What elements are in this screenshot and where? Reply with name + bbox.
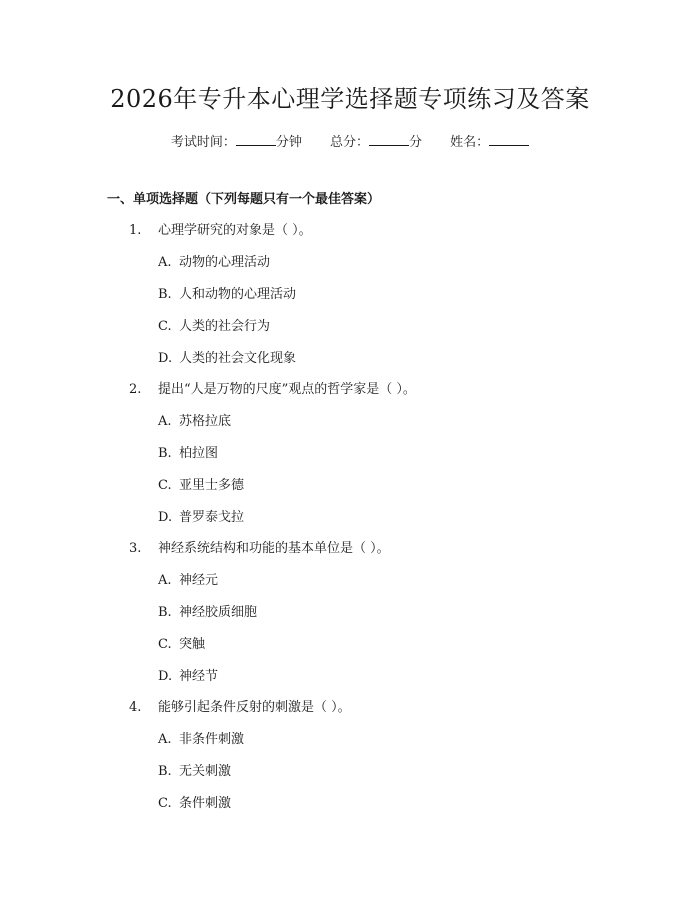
section-heading: 一、单项选择题（下列每题只有一个最佳答案） bbox=[107, 192, 381, 207]
question-4 bbox=[129, 698, 351, 718]
total-score-blank bbox=[369, 131, 409, 146]
name-label: 姓名： bbox=[450, 135, 490, 150]
option-letter: D. bbox=[158, 351, 173, 366]
question-number: 1. bbox=[129, 223, 142, 238]
question-2-option-c bbox=[158, 476, 244, 496]
option-text: 动物的心理活动 bbox=[179, 255, 271, 270]
option-text: 人类的社会文化现象 bbox=[179, 351, 297, 366]
option-text: 苏格拉底 bbox=[179, 414, 232, 429]
question-text: 能够引起条件反射的刺激是（ ）。 bbox=[158, 700, 351, 715]
question-2-option-b bbox=[158, 444, 218, 464]
option-letter: C. bbox=[158, 478, 172, 493]
exam-time-unit: 分钟 bbox=[275, 135, 302, 150]
option-letter: C. bbox=[158, 796, 172, 811]
question-1-option-c bbox=[158, 317, 270, 337]
option-text: 亚里士多德 bbox=[179, 478, 245, 493]
question-3 bbox=[129, 539, 390, 559]
option-letter: B. bbox=[158, 764, 172, 779]
question-1-option-d bbox=[158, 349, 296, 369]
exam-time-label: 考试时间： bbox=[170, 135, 236, 150]
exam-info-line bbox=[0, 131, 700, 153]
option-letter: B. bbox=[158, 605, 172, 620]
option-text: 人类的社会行为 bbox=[179, 319, 271, 334]
question-text: 心理学研究的对象是（ ）。 bbox=[158, 223, 312, 238]
question-4-option-b bbox=[158, 762, 231, 782]
question-text: 神经系统结构和功能的基本单位是（ ）。 bbox=[158, 541, 390, 556]
question-3-option-b bbox=[158, 603, 257, 623]
option-letter: A. bbox=[158, 255, 172, 270]
option-letter: A. bbox=[158, 414, 172, 429]
question-1-option-a bbox=[158, 253, 270, 273]
name-blank bbox=[489, 131, 529, 146]
option-text: 柏拉图 bbox=[179, 446, 219, 461]
option-letter: C. bbox=[158, 319, 172, 334]
question-text: 提出“人是万物的尺度”观点的哲学家是（ ）。 bbox=[158, 382, 416, 397]
question-number: 3. bbox=[129, 541, 142, 556]
option-letter: D. bbox=[158, 510, 173, 525]
question-number: 2. bbox=[129, 382, 142, 397]
question-2-option-a bbox=[158, 412, 231, 432]
question-1 bbox=[129, 221, 312, 241]
option-letter: A. bbox=[158, 732, 172, 747]
exam-time-field bbox=[171, 135, 302, 150]
option-text: 神经节 bbox=[179, 669, 219, 684]
option-letter: D. bbox=[158, 669, 173, 684]
option-letter: A. bbox=[158, 573, 172, 588]
option-text: 神经胶质细胞 bbox=[179, 605, 258, 620]
question-2 bbox=[129, 380, 416, 400]
option-text: 无关刺激 bbox=[179, 764, 232, 779]
option-text: 人和动物的心理活动 bbox=[179, 287, 297, 302]
question-2-option-d bbox=[158, 508, 244, 528]
total-score-label: 总分： bbox=[329, 135, 369, 150]
question-3-option-c bbox=[158, 635, 205, 655]
option-text: 突触 bbox=[179, 637, 206, 652]
name-field bbox=[450, 135, 529, 150]
option-letter: C. bbox=[158, 637, 172, 652]
question-4-option-c bbox=[158, 794, 231, 814]
option-text: 普罗泰戈拉 bbox=[179, 510, 245, 525]
page-title: 2026年专升本心理学选择题专项练习及答案 bbox=[110, 85, 590, 113]
exam-time-blank bbox=[236, 131, 276, 146]
option-text: 条件刺激 bbox=[179, 796, 232, 811]
question-4-option-a bbox=[158, 730, 244, 750]
total-score-unit: 分 bbox=[409, 135, 423, 150]
question-number: 4. bbox=[129, 700, 142, 715]
question-1-option-b bbox=[158, 285, 296, 305]
question-3-option-d bbox=[158, 667, 218, 687]
total-score-field bbox=[330, 135, 422, 150]
option-letter: B. bbox=[158, 287, 172, 302]
option-text: 神经元 bbox=[179, 573, 219, 588]
option-text: 非条件刺激 bbox=[179, 732, 245, 747]
question-3-option-a bbox=[158, 571, 218, 591]
option-letter: B. bbox=[158, 446, 172, 461]
